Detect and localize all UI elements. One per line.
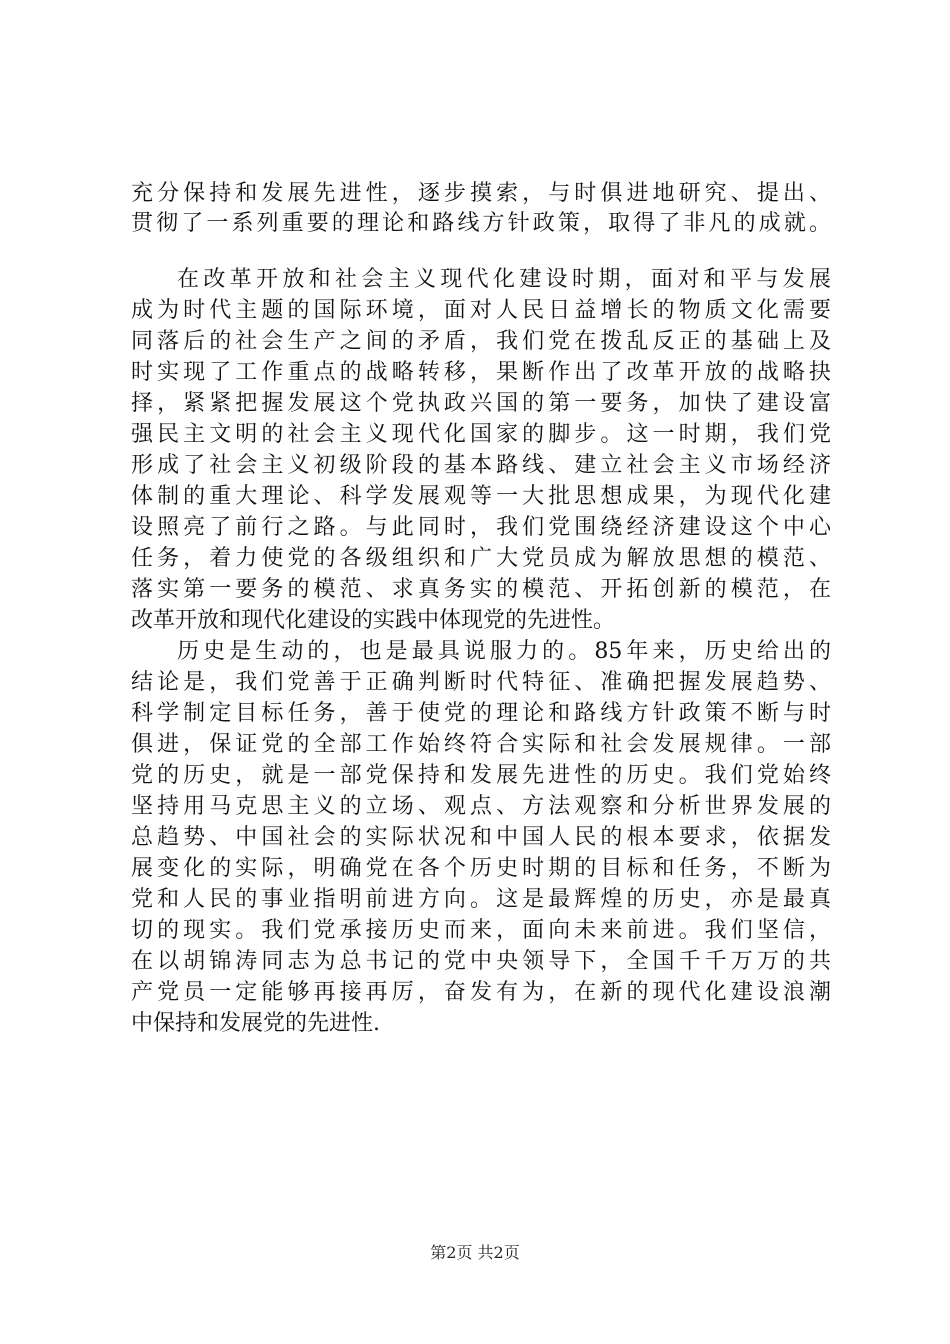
text-line: 充分保持和发展先进性，逐步摸索，与时俱进地研究、提出、 xyxy=(131,181,831,206)
text-line: 落实第一要务的模范、求真务实的模范、开拓创新的模范，在 xyxy=(131,577,831,602)
text-line: 历史是生动的，也是最具说服力的。85年来，历史给出的 xyxy=(177,639,831,664)
text-line: 中保持和发展党的先进性. xyxy=(131,1011,380,1036)
text-line: 总趋势、中国社会的实际状况和中国人民的根本要求，依据发 xyxy=(131,825,831,850)
text-line: 成为时代主题的国际环境，面对人民日益增长的物质文化需要 xyxy=(131,298,831,323)
text-line: 俱进，保证党的全部工作始终符合实际和社会发展规律。一部 xyxy=(131,732,831,757)
text-line: 结论是，我们党善于正确判断时代特征、准确把握发展趋势、 xyxy=(131,670,831,695)
text-line: 科学制定目标任务，善于使党的理论和路线方针政策不断与时 xyxy=(131,701,831,726)
text-line: 贯彻了一系列重要的理论和路线方针政策，取得了非凡的成就。 xyxy=(131,211,831,236)
text-line: 展变化的实际，明确党在各个历史时期的目标和任务，不断为 xyxy=(131,856,831,881)
text-line: 形成了社会主义初级阶段的基本路线、建立社会主义市场经济 xyxy=(131,453,831,478)
text-line: 改革开放和现代化建设的实践中体现党的先进性。 xyxy=(131,608,616,633)
text-line: 产党员一定能够再接再厉，奋发有为，在新的现代化建设浪潮 xyxy=(131,980,831,1005)
text-line: 择，紧紧把握发展这个党执政兴国的第一要务，加快了建设富 xyxy=(131,391,831,416)
text-line: 在以胡锦涛同志为总书记的党中央领导下，全国千千万万的共 xyxy=(131,949,831,974)
text-line: 体制的重大理论、科学发展观等一大批思想成果，为现代化建 xyxy=(131,484,831,509)
text-line: 党和人民的事业指明前进方向。这是最辉煌的历史，亦是最真 xyxy=(131,887,831,912)
text-line: 设照亮了前行之路。与此同时，我们党围绕经济建设这个中心 xyxy=(131,515,831,540)
page-footer: 第2页 共2页 xyxy=(430,1243,520,1262)
text-line: 任务，着力使党的各级组织和广大党员成为解放思想的模范、 xyxy=(131,546,831,571)
text-line: 党的历史，就是一部党保持和发展先进性的历史。我们党始终 xyxy=(131,763,831,788)
text-line: 坚持用马克思主义的立场、观点、方法观察和分析世界发展的 xyxy=(131,794,831,819)
text-line: 切的现实。我们党承接历史而来，面向未来前进。我们坚信， xyxy=(131,918,831,943)
text-line: 在改革开放和社会主义现代化建设时期，面对和平与发展 xyxy=(177,267,831,292)
text-line: 强民主文明的社会主义现代化国家的脚步。这一时期，我们党 xyxy=(131,422,831,447)
text-line: 同落后的社会生产之间的矛盾，我们党在拨乱反正的基础上及 xyxy=(131,329,831,354)
text-line: 时实现了工作重点的战略转移，果断作出了改革开放的战略抉 xyxy=(131,360,831,385)
